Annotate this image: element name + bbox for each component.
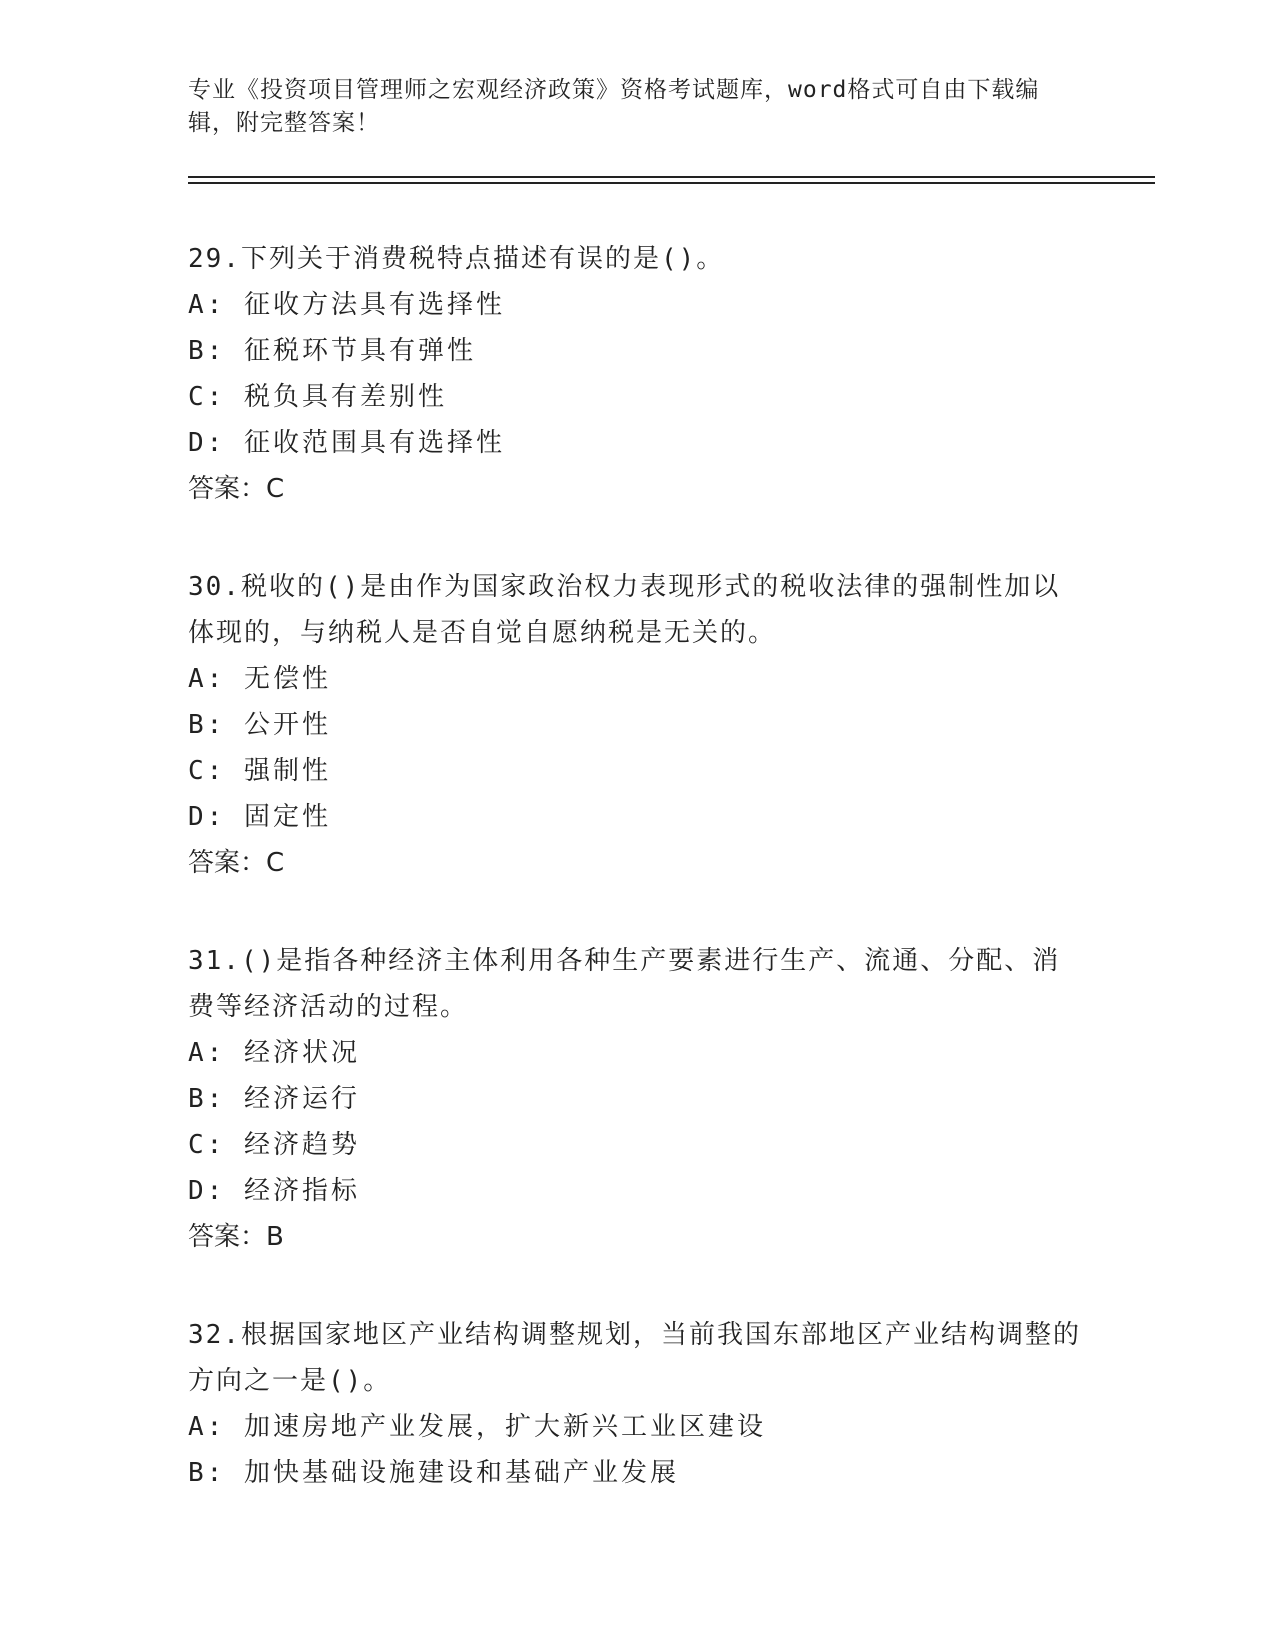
option-c: C: 经济趋势 [188, 1130, 360, 1160]
option-d: D: 经济指标 [188, 1176, 360, 1206]
question-29 [188, 236, 1088, 512]
question-31 [188, 938, 1088, 1260]
question-stem: 31.()是指各种经济主体利用各种生产要素进行生产、流通、分配、消费等经济活动的过程。 [188, 946, 1061, 1022]
answer-line: 答案：C [188, 848, 285, 878]
option-a: A: 加速房地产业发展，扩大新兴工业区建设 [188, 1412, 766, 1442]
question-32 [188, 1312, 1088, 1496]
document-header: 专业《投资项目管理师之宏观经济政策》资格考试题库，word格式可自由下载编辑，附完整答案！ [188, 77, 1040, 136]
option-b: B: 公开性 [188, 710, 331, 740]
option-b: B: 征税环节具有弹性 [188, 336, 476, 366]
option-b: B: 加快基础设施建设和基础产业发展 [188, 1458, 679, 1488]
question-stem: 32.根据国家地区产业结构调整规划，当前我国东部地区产业结构调整的方向之一是()。 [188, 1320, 1081, 1396]
header-rule-bottom [188, 182, 1155, 184]
header-rule-top [188, 176, 1155, 178]
question-list [188, 236, 1088, 1548]
option-a: A: 无偿性 [188, 664, 331, 694]
question-30 [188, 564, 1088, 886]
answer-line: 答案：B [188, 1222, 284, 1252]
answer-line: 答案：C [188, 474, 285, 504]
option-d: D: 征收范围具有选择性 [188, 428, 505, 458]
option-a: A: 经济状况 [188, 1038, 360, 1068]
option-b: B: 经济运行 [188, 1084, 360, 1114]
question-stem: 29.下列关于消费税特点描述有误的是()。 [188, 244, 725, 274]
option-c: C: 税负具有差别性 [188, 382, 447, 412]
question-stem: 30.税收的()是由作为国家政治权力表现形式的税收法律的强制性加以体现的，与纳税人是否自觉自愿纳税是无关的。 [188, 572, 1061, 648]
option-c: C: 强制性 [188, 756, 331, 786]
option-a: A: 征收方法具有选择性 [188, 290, 505, 320]
option-d: D: 固定性 [188, 802, 331, 832]
